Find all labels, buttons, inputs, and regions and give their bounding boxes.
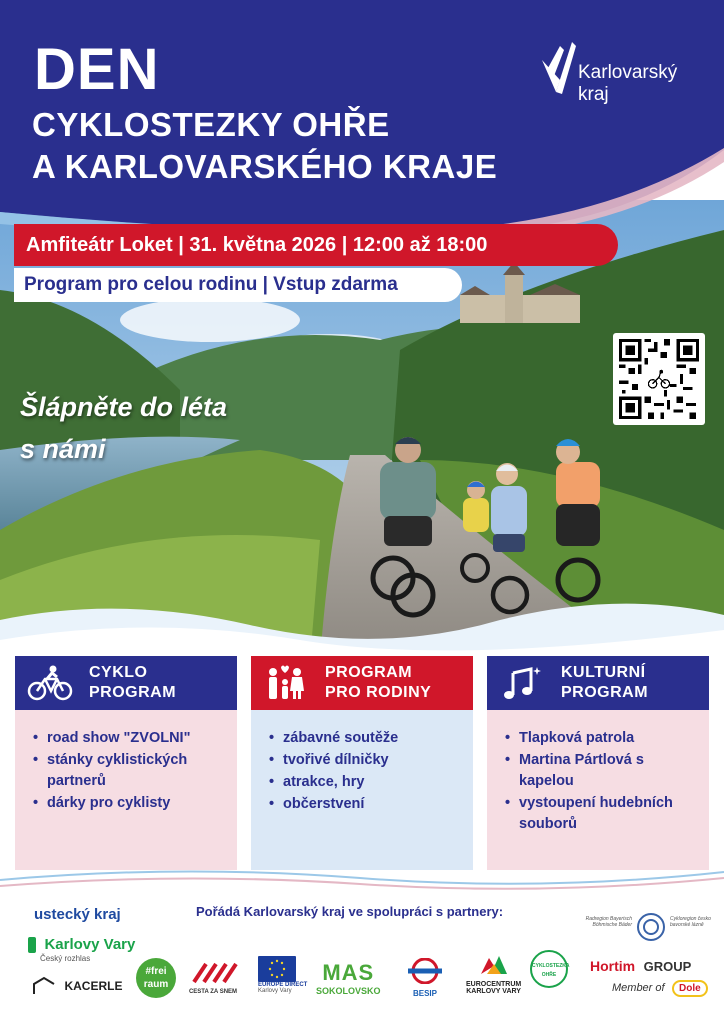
event-title: DEN — [34, 37, 160, 102]
event-subtitle-line2: A KARLOVARSKÉHO KRAJE — [32, 148, 498, 185]
card-title-line2: PROGRAM — [561, 684, 649, 701]
list-item: • road show "ZVOLNI" — [33, 728, 237, 749]
list-item: • Martina Pártlová s kapelou — [505, 750, 655, 792]
cykloregion-icon — [636, 912, 666, 942]
music-note-icon — [499, 665, 545, 701]
card-title-line2: PRO RODINY — [325, 684, 432, 701]
cyklostezka-ohre-logo: CYKLOSTEZKA OHŘE — [530, 950, 568, 988]
karlovarsky-kraj-logo — [538, 38, 698, 108]
europe-direct-logo: EUROPE DIRECT Karlovy Vary — [258, 956, 307, 994]
member-of-dole-logo: Member of Dole — [612, 978, 708, 997]
qr-code[interactable] — [613, 333, 705, 425]
hortim-group-logo: Hortim GROUP — [590, 958, 692, 974]
freiraum-logo: #frei raum — [136, 958, 176, 998]
eu-flag-icon — [258, 956, 296, 982]
slogan-line2: s námi — [20, 434, 106, 464]
list-item: • dárky pro cyklisty — [33, 793, 237, 814]
list-item: • tvořivé dílničky — [269, 750, 473, 771]
cesta-za-snem-logo: CESTA ZA SNEM — [188, 960, 238, 995]
cesta-za-snem-icon — [188, 960, 238, 984]
besip-icon — [404, 958, 446, 984]
list-item: • občerstvení — [269, 794, 473, 815]
card-title-line1: PROGRAM — [325, 664, 413, 681]
slogan-line1: Šlápněte do léta — [20, 392, 228, 422]
eurocentrum-icon — [479, 954, 509, 976]
card-kulturni-program — [487, 656, 709, 870]
family-icon — [263, 665, 309, 701]
list-item: • vystoupení hudebních souborů — [505, 793, 695, 835]
kacerle-logo: KACERLE — [32, 976, 122, 996]
card-body — [251, 710, 473, 870]
header — [0, 0, 724, 260]
list-item: • zábavné soutěže — [269, 728, 473, 749]
mas-sokolovsko-logo: MAS SOKOLOVSKO — [316, 960, 381, 996]
card-body — [487, 710, 709, 870]
event-subtitle-line1: CYKLOSTEZKY OHŘE — [32, 106, 390, 143]
card-body — [15, 710, 237, 870]
card-header — [487, 656, 709, 710]
program-list — [269, 728, 473, 815]
program-list — [505, 728, 709, 835]
ustecky-kraj-logo: ustecký kraj — [34, 906, 121, 923]
list-item: • Tlapková patrola — [505, 728, 709, 749]
event-details-banner: Amfiteátr Loket | 31. května 2026 | 12:00 až 18:00 — [14, 224, 618, 266]
card-header — [15, 656, 237, 710]
karlovy-vary-radio-logo: Karlovy Vary Český rozhlas — [28, 936, 135, 963]
list-item: • stánky cyklistických partnerů — [33, 750, 213, 792]
kacerle-mark-icon — [32, 976, 56, 996]
list-item: • atrakce, hry — [269, 772, 473, 793]
logo-text-line1: Karlovarský — [578, 62, 678, 83]
program-list — [33, 728, 237, 814]
footer-partners — [0, 880, 724, 1024]
radio-icon — [28, 937, 36, 953]
card-header — [251, 656, 473, 710]
logo-text-line2: kraj — [578, 84, 609, 105]
card-cyklo-program — [15, 656, 237, 870]
eurocentrum-logo: EUROCENTRUM KARLOVY VARY — [466, 954, 521, 995]
organizer-text: Pořádá Karlovarský kraj ve spolupráci s partnery: — [196, 904, 504, 919]
besip-logo: BESIP — [404, 958, 446, 998]
card-title-line1: KULTURNÍ — [561, 664, 646, 681]
card-title-line2: PROGRAM — [89, 684, 177, 701]
card-program-pro-rodiny — [251, 656, 473, 870]
audience-banner: Program pro celou rodinu | Vstup zdarma — [14, 268, 462, 302]
cyclist-icon — [27, 665, 73, 701]
cykloregion-logo: Radregion Bayerisch Böhmische Bäder Cykloregion česko bavorské lázně — [580, 912, 720, 942]
card-title-line1: CYKLO — [89, 664, 148, 681]
